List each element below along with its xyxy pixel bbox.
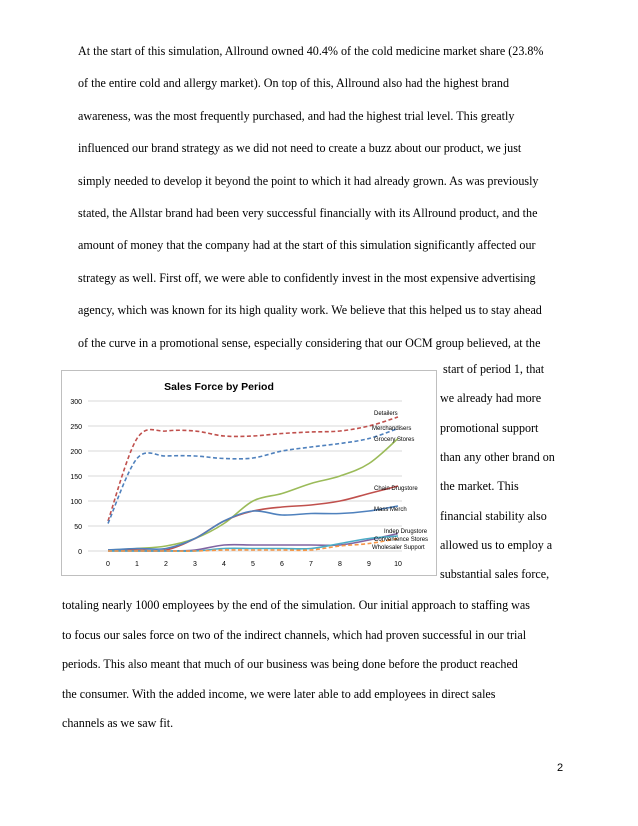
text-line: At the start of this simulation, Allround owned 40.4% of the cold medicine market share (23.8% [78, 44, 544, 58]
series-label: Convenience Stores [374, 537, 429, 543]
text-line: the market. This [440, 479, 519, 494]
x-tick-label: 9 [367, 561, 371, 568]
series-line [108, 417, 398, 521]
text-line: stated, the Allstar brand had been very successful financially with its Allround product, and the [78, 206, 538, 220]
x-tick-label: 1 [135, 561, 139, 568]
text-line: periods. This also meant that much of our business was being done before the product reached [62, 657, 518, 671]
text-line: than any other brand on [440, 449, 555, 464]
series-line [108, 439, 398, 551]
series-label: Mass Merch [374, 507, 407, 513]
x-tick-label: 0 [106, 561, 110, 568]
chart-title: Sales Force by Period [164, 381, 274, 393]
series-label: Wholesaler Support [372, 545, 425, 551]
series-label: Detailers [374, 411, 398, 417]
page-number: 2 [557, 762, 564, 774]
text-line: we already had more [440, 391, 542, 406]
y-tick-label: 150 [70, 474, 82, 481]
x-tick-label: 4 [222, 561, 226, 568]
text-line: of the curve in a promotional sense, especially considering that our OCM group believed, at the [78, 335, 541, 350]
x-tick-label: 10 [394, 561, 402, 568]
text-line: start of period 1, that [443, 362, 545, 376]
x-tick-label: 8 [338, 561, 342, 568]
text-line: allowed us to employ a [440, 537, 553, 552]
text-line: agency, which was known for its high quality work. We believe that this helped us to stay ahead [78, 303, 542, 318]
x-tick-label: 6 [280, 561, 284, 568]
y-tick-label: 250 [70, 424, 82, 431]
series-label: Chain Drugstore [374, 486, 418, 492]
text-line: substantial sales force, [440, 567, 550, 582]
text-line: influenced our brand strategy as we did not need to create a buzz about our product, we just [78, 141, 522, 156]
series-label: Indep Drugstore [384, 529, 428, 535]
x-tick-label: 2 [164, 561, 168, 568]
y-tick-label: 200 [70, 449, 82, 456]
text-line: simply needed to develop it beyond the point to which it had already grown. As was previously [78, 173, 539, 188]
text-line: the consumer. With the added income, we were later able to add employees in direct sales [62, 686, 496, 701]
text-line: promotional support [440, 420, 539, 435]
chart-svg [62, 371, 436, 575]
x-tick-label: 5 [251, 561, 255, 568]
text-line: financial stability also [440, 508, 547, 523]
series-label: Merchandisers [372, 426, 412, 432]
text-line: of the entire cold and allergy market). On top of this, Allround also had the highest brand [78, 76, 510, 91]
text-line: awareness, was the most frequently purchased, and had the highest trial level. This greatly [78, 108, 515, 123]
x-tick-label: 3 [193, 561, 197, 568]
sales-force-chart [61, 370, 437, 576]
x-tick-label: 7 [309, 561, 313, 568]
y-tick-label: 50 [74, 524, 82, 531]
text-line: strategy as well. First off, we were able to confidently invest in the most expensive advertising [78, 270, 536, 285]
series-label: Grocery Stores [374, 437, 415, 443]
text-line: to focus our sales force on two of the indirect channels, which had proven successful in our trial [62, 627, 527, 642]
y-tick-label: 0 [78, 549, 82, 556]
y-tick-label: 100 [70, 499, 82, 506]
text-line: channels as we saw fit. [62, 716, 174, 730]
text-line: totaling nearly 1000 employees by the end of the simulation. Our initial approach to staffing was [62, 598, 530, 612]
y-tick-label: 300 [70, 399, 82, 406]
text-line: amount of money that the company had at the start of this simulation significantly affected our [78, 238, 536, 253]
